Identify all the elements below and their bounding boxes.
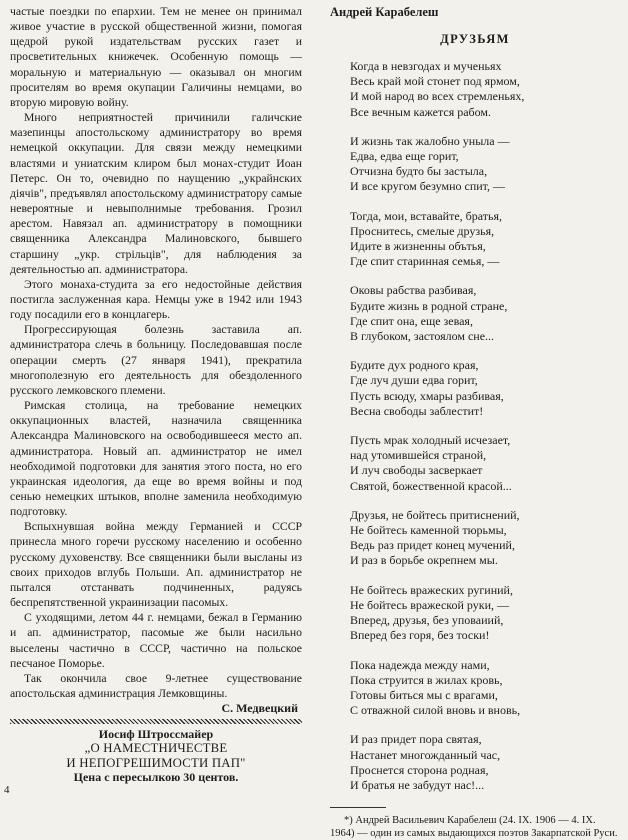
poem-line: Пусть всюду, хмары разбивая, [350, 388, 504, 403]
article-paragraph-5: Римская столица, на требование немецких оккупационных властей, назначила священника Александра Малиновского на освободившееся место ап. администратора. Новый ап. администратор не имел необходимой подготовки для занятия этого поста, но его украинская идеология, да еще во время войны и под сенью немецких штыков, вполне заменила необходимую подготовку. [10, 399, 302, 519]
poem-line: Идите в жизненны обътья, [350, 239, 486, 254]
poem-line: Готовы биться мы с врагами, [350, 687, 498, 702]
poem-line: И мой народ во всех стремленьях, [350, 89, 525, 104]
poem-line: Проснитесь, смелые друзья, [350, 223, 495, 238]
poem-title: ДРУЗЬЯМ [440, 32, 510, 46]
article-paragraph-2: Много неприятностей причинили галичские мазепинцы апостольскому администратору во время немецкой оккупации. Для связи между немецкими властями и униатским клиром был монах-студит Иоан Петерс. Он то, очевидно по наущению „украйнских діячів", предъявлял апостольскому администратору самые невероятные и невыполнимые требования. Грозил арестом. Навязал ап. администратору в помощники священника Александра Малиновского, бывшего старшину „укр. стрільців", для наблюдения за деятельностью ап. администратора. [10, 111, 302, 276]
poem-line: И все кругом безумно спит, — [350, 179, 505, 194]
poem-line: И раз придет пора святая, [350, 732, 482, 747]
article-paragraph-4: Прогрессирующая болезнь заставила ап. администратора слечь в больницу. Последовавшая после операции смерть (27 января 1941), прекратила многополезную его деятельность для обездоленного русского лемковского племени. [10, 323, 302, 397]
poem-stanza [350, 658, 620, 719]
decorative-divider [10, 719, 302, 724]
ad-author: Иосиф Штроссмайер [98, 727, 214, 742]
ad-price: Цена с пересылкою 30 центов. [73, 770, 239, 785]
book-advertisement [10, 727, 302, 785]
article-paragraph-1: частые поездки по епархии. Тем не менее он принимал живое участие в русской общественной жизни, помогая щедрой рукой издательствам русских газет и просветительных книжечек. Особенную помощь — моральную и материальную — оказывал он многим просителям во время окупации Галичины немцами, во вторую мировую войну. [10, 5, 302, 109]
poem-line: над утомившейся страной, [350, 448, 487, 463]
poem-line: С отважной силой вновь и вновь, [350, 703, 521, 718]
poem-stanza [350, 134, 620, 195]
article-signature: С. Медвецкий [221, 701, 298, 716]
poem-stanza [350, 732, 620, 793]
ad-title-line-1: „О НАМЕСТНИЧЕСТВЕ [84, 741, 228, 756]
poem-stanza [350, 358, 620, 419]
poem-stanza [350, 209, 620, 270]
poem-line: Весна свободы заблестит! [350, 403, 484, 418]
poem-line: Пока надежда между нами, [350, 657, 490, 672]
poem-line: И жизнь так жалобно уныла — [350, 133, 510, 148]
poem-line: Не бойтесь вражеской руки, — [350, 597, 509, 612]
article-paragraph-8: Так окончила свое 9-летнее существование апостольская администрация Лемковщины. [10, 671, 302, 701]
poem-line: Будите жизнь в родной стране, [350, 298, 508, 313]
footnote: *) Андрей Васильевич Карабелеш (24. IX. 1906 — 4. IX. 1964) — один из самых выдающихся поэтов Закарпатской Руси. [330, 815, 618, 840]
poem-stanza [350, 433, 620, 494]
poem-line: Друзья, не бойтесь притиснений, [350, 507, 520, 522]
poem-line: Вперед без горя, без тоски! [350, 628, 490, 643]
article-paragraph-3: Этого монаха-студита за его недостойные действия постигла заслуженная кара. Немцы уже в 1942 или 1943 году посадили его в концлагерь. [10, 277, 302, 322]
poem-stanza [350, 59, 620, 120]
poem-stanza [350, 583, 620, 644]
poem-line: Пусть мрак холодный исчезает, [350, 433, 511, 448]
poem-line: Где луч души едва горит, [350, 373, 478, 388]
poem-line: В глубоком, застоялом сне... [350, 329, 495, 344]
poem-line: Святой, божественной красой... [350, 478, 512, 493]
poem-line: Едва, едва еще горит, [350, 149, 459, 164]
poem-line: Отчизна будто бы застыла, [350, 164, 488, 179]
right-column [330, 4, 620, 840]
article-paragraph-7: С уходящими, летом 44 г. немцами, бежал в Германию и ап. администратор, пасомые же были насильно выселены частично в СССР, частично на польское песчаное Поморье. [10, 611, 302, 670]
left-column [10, 4, 302, 785]
poem-body [330, 59, 620, 793]
poem-line: Где спит старинная семья, — [350, 254, 500, 269]
poem-line: Весь край мой стонет под ярмом, [350, 74, 520, 89]
poem-line: И братья не забудут нас!... [350, 777, 485, 792]
poem-author: Андрей Карабелеш [330, 5, 439, 19]
poem-line: Ведь раз придет конец мучений, [350, 538, 515, 553]
article-paragraph-6: Вспыхнувшая война между Германией и СССР принесла много горечи русскому населению и особенно русскому духовенству. Все священники были высланы из своих приходов вглубь Польши. Ап. администратор не пытался отстанвать подчиненных, радуясь беспрепятственной украинизации пасомых. [10, 520, 302, 610]
poem-line: И луч свободы засверкает [350, 463, 483, 478]
poem-line: Вперед, друзья, без уповаиий, [350, 613, 504, 628]
poem-line: Не бойтесь каменной тюрьмы, [350, 523, 507, 538]
poem-line: Когда в невзгодах и мученьях [350, 59, 502, 73]
footnote-divider [330, 807, 386, 808]
poem-line: Где спит она, еще зевая, [350, 313, 473, 328]
poem-line: И раз в борьбе окрепнем мы. [350, 553, 498, 568]
poem-line: Проснется сторона родная, [350, 762, 489, 777]
page-number: 4 [4, 784, 10, 796]
poem-stanza [350, 283, 620, 344]
poem-line: Все вечным кажется рабом. [350, 104, 492, 119]
poem-line: Не бойтесь вражеских ругиний, [350, 582, 513, 597]
poem-line: Будите дух родного края, [350, 358, 479, 373]
poem-line: Оковы рабства разбивая, [350, 283, 477, 298]
poem-line: Тогда, мои, вставайте, братья, [350, 208, 503, 223]
poem-line: Пока струится в жилах кровь, [350, 672, 503, 687]
poem-line: Настанет многожданный час, [350, 747, 501, 762]
poem-stanza [350, 508, 620, 569]
ad-title-line-2: И НЕПОГРЕШИМОСТИ ПАП" [66, 755, 246, 770]
